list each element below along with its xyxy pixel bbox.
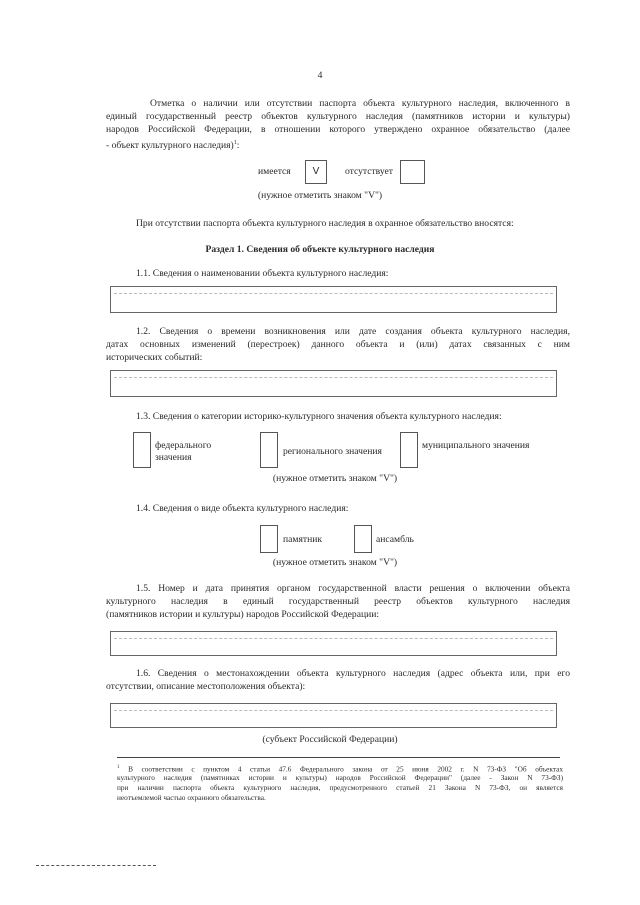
s14-ensemble-checkbox[interactable] [354, 525, 372, 553]
s14-label: 1.4. Сведения о виде объекта культурного наследия: [136, 503, 349, 514]
s13-regional-checkbox[interactable] [260, 432, 278, 468]
s12-dates-field[interactable] [110, 370, 557, 397]
s14-ensemble-label: ансамбль [376, 534, 414, 545]
s13-municipal-checkbox[interactable] [400, 432, 418, 468]
intro-line-4-text: - объект культурного наследия) [106, 140, 234, 152]
s16-location-field[interactable] [110, 703, 557, 728]
s12-line-2: датах основных изменений (перестроек) данного объекта и (или) датах связанных с ним [106, 339, 570, 350]
s11-name-field[interactable] [110, 286, 557, 313]
s13-hint: (нужное отметить знаком "V") [272, 473, 398, 484]
footnote-ref: 1 [233, 140, 237, 146]
intro-line-1: Отметка о наличии или отсутствии паспорта объекта культурного наследия, включенного в [150, 98, 570, 109]
s13-federal-label-1: федерального [155, 440, 212, 451]
footnote-separator [117, 757, 560, 758]
s12-line-3: исторических событий: [106, 352, 203, 363]
footnote-line-3: при наличии паспорта объекта культурного наследия, предусмотренного статьей 21 Закона N 73-ФЗ, он является [117, 783, 563, 792]
s15-line-3: (памятников истории и культуры) народов Российской Федерации: [106, 609, 380, 620]
s14-monument-checkbox[interactable] [260, 525, 278, 553]
s13-federal-checkbox[interactable] [133, 432, 151, 468]
intro-line-2: единый государственный реестр объектов культурного наследия (памятников истории и культуры) [106, 111, 570, 122]
s13-municipal-label: муниципального значения [422, 440, 530, 451]
footnote-line-4: неотъемлемой частью охранного обязательства. [117, 793, 266, 802]
s16-line-1: 1.6. Сведения о местонахождении объекта культурного наследия (адрес объекта или, при его [136, 668, 570, 679]
footnote-line-2: культурного наследия (памятниках истории и культуры) народов Российской Федерации" (далее - Закон N 73-ФЗ) [117, 773, 563, 782]
s11-label: 1.1. Сведения о наименовании объекта культурного наследия: [136, 268, 389, 279]
s14-monument-label: памятник [283, 534, 322, 545]
s16-caption: (субъект Российской Федерации) [262, 734, 398, 745]
s13-federal-label-2: значения [155, 452, 192, 463]
footnote-number: 1 [117, 765, 120, 770]
passport-has-checkbox[interactable]: V [305, 160, 327, 184]
s12-line-1: 1.2. Сведения о времени возникновения или дате создания объекта культурного наследия, [136, 326, 570, 337]
s15-decision-field[interactable] [110, 631, 557, 656]
passport-hint: (нужное отметить знаком "V") [257, 190, 383, 201]
s15-line-2: культурного наследия в единый государственный реестр объектов культурного наследия [106, 596, 570, 607]
passport-absent-checkbox[interactable] [400, 160, 425, 184]
s14-hint: (нужное отметить знаком "V") [272, 557, 398, 568]
passport-has-label: имеется [258, 166, 291, 177]
footnote-line-1-text: В соответствии с пунктом 4 статьи 47.6 Федерального закона от 25 июня 2002 г. N 73-ФЗ "Об объектах [128, 764, 563, 774]
bottom-scan-line [36, 865, 156, 866]
s15-line-1: 1.5. Номер и дата принятия органом государственной власти решения о включении объекта [136, 583, 570, 594]
intro-line-4-end: : [236, 140, 240, 152]
s13-label: 1.3. Сведения о категории историко-культурного значения объекта культурного наследия: [136, 411, 502, 422]
section-title: Раздел 1. Сведения об объекте культурного наследия [205, 244, 435, 255]
absence-text: При отсутствии паспорта объекта культурного наследия в охранное обязательство вносятся: [136, 218, 514, 229]
intro-line-4 [106, 137, 406, 153]
passport-absent-label: отсутствует [345, 166, 393, 177]
s13-regional-label: регионального значения [283, 446, 382, 457]
intro-line-3: народов Российской Федерации, в отношении которого утверждено охранное обязательство (далее [106, 124, 570, 135]
page-number: 4 [317, 70, 323, 81]
s16-line-2: отсутствии, описание местоположения объекта): [106, 681, 306, 692]
